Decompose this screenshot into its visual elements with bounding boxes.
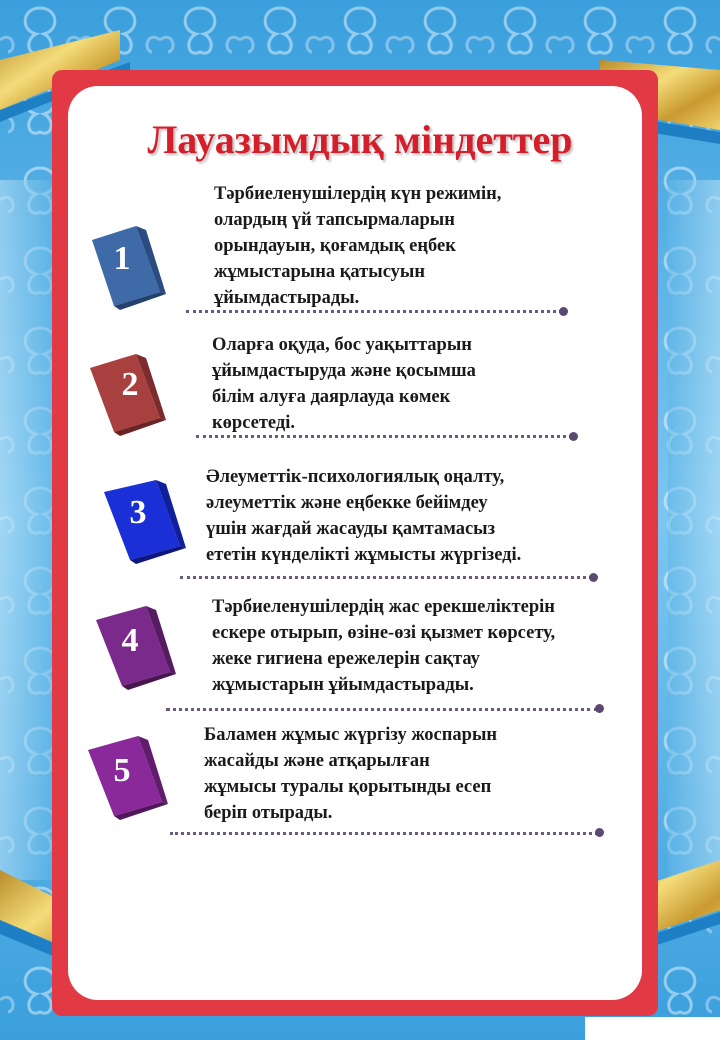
dotted-line-4 — [166, 708, 598, 711]
item-text-3: Әлеуметтік-психологиялық оңалту, әлеуметтік және еңбекке бейімдеу үшін жағдай жасауды қамтамасыз ететін күнделікті жұмысты жүргізеді. — [206, 467, 522, 565]
page-title: Лауазымдық міндеттер — [147, 117, 573, 162]
dot-end-3 — [589, 573, 598, 582]
item-text-5: Баламен жұмыс жүргізу жоспарын жасайды және атқарылған жұмысы туралы қорытынды есеп беріп отырады. — [204, 725, 498, 823]
dot-end-1 — [559, 307, 568, 316]
number-label-1: 1 — [113, 240, 131, 277]
dotted-line-5 — [170, 832, 598, 835]
item-text-1: Тәрбиеленушілердің күн режимін, олардың үй тапсырмаларын орындауын, қоғамдық еңбек жұмыстарына қатысуын ұйымдастырады. — [214, 184, 502, 308]
dot-end-4 — [595, 704, 604, 713]
dotted-line-2 — [196, 435, 572, 438]
number-label-5: 5 — [113, 752, 131, 789]
item-text-2: Оларға оқуда, бос уақыттарын ұйымдастыруда және қосымша білім алуға даярлауда көмек көрсетеді. — [212, 335, 476, 433]
corner-blank — [585, 1017, 720, 1040]
number-label-2: 2 — [121, 366, 139, 403]
number-label-4: 4 — [121, 622, 139, 659]
dotted-line-1 — [186, 310, 562, 313]
dotted-line-3 — [180, 576, 592, 579]
number-label-3: 3 — [129, 494, 147, 531]
dot-end-5 — [595, 828, 604, 837]
item-text-4: Тәрбиеленушілердің жас ерекшеліктерін ескере отырып, өзіне-өзі қызмет көрсету, жеке гигиена ережелерін сақтау жұмыстарын ұйымдастырады. — [212, 597, 556, 695]
dot-end-2 — [569, 432, 578, 441]
